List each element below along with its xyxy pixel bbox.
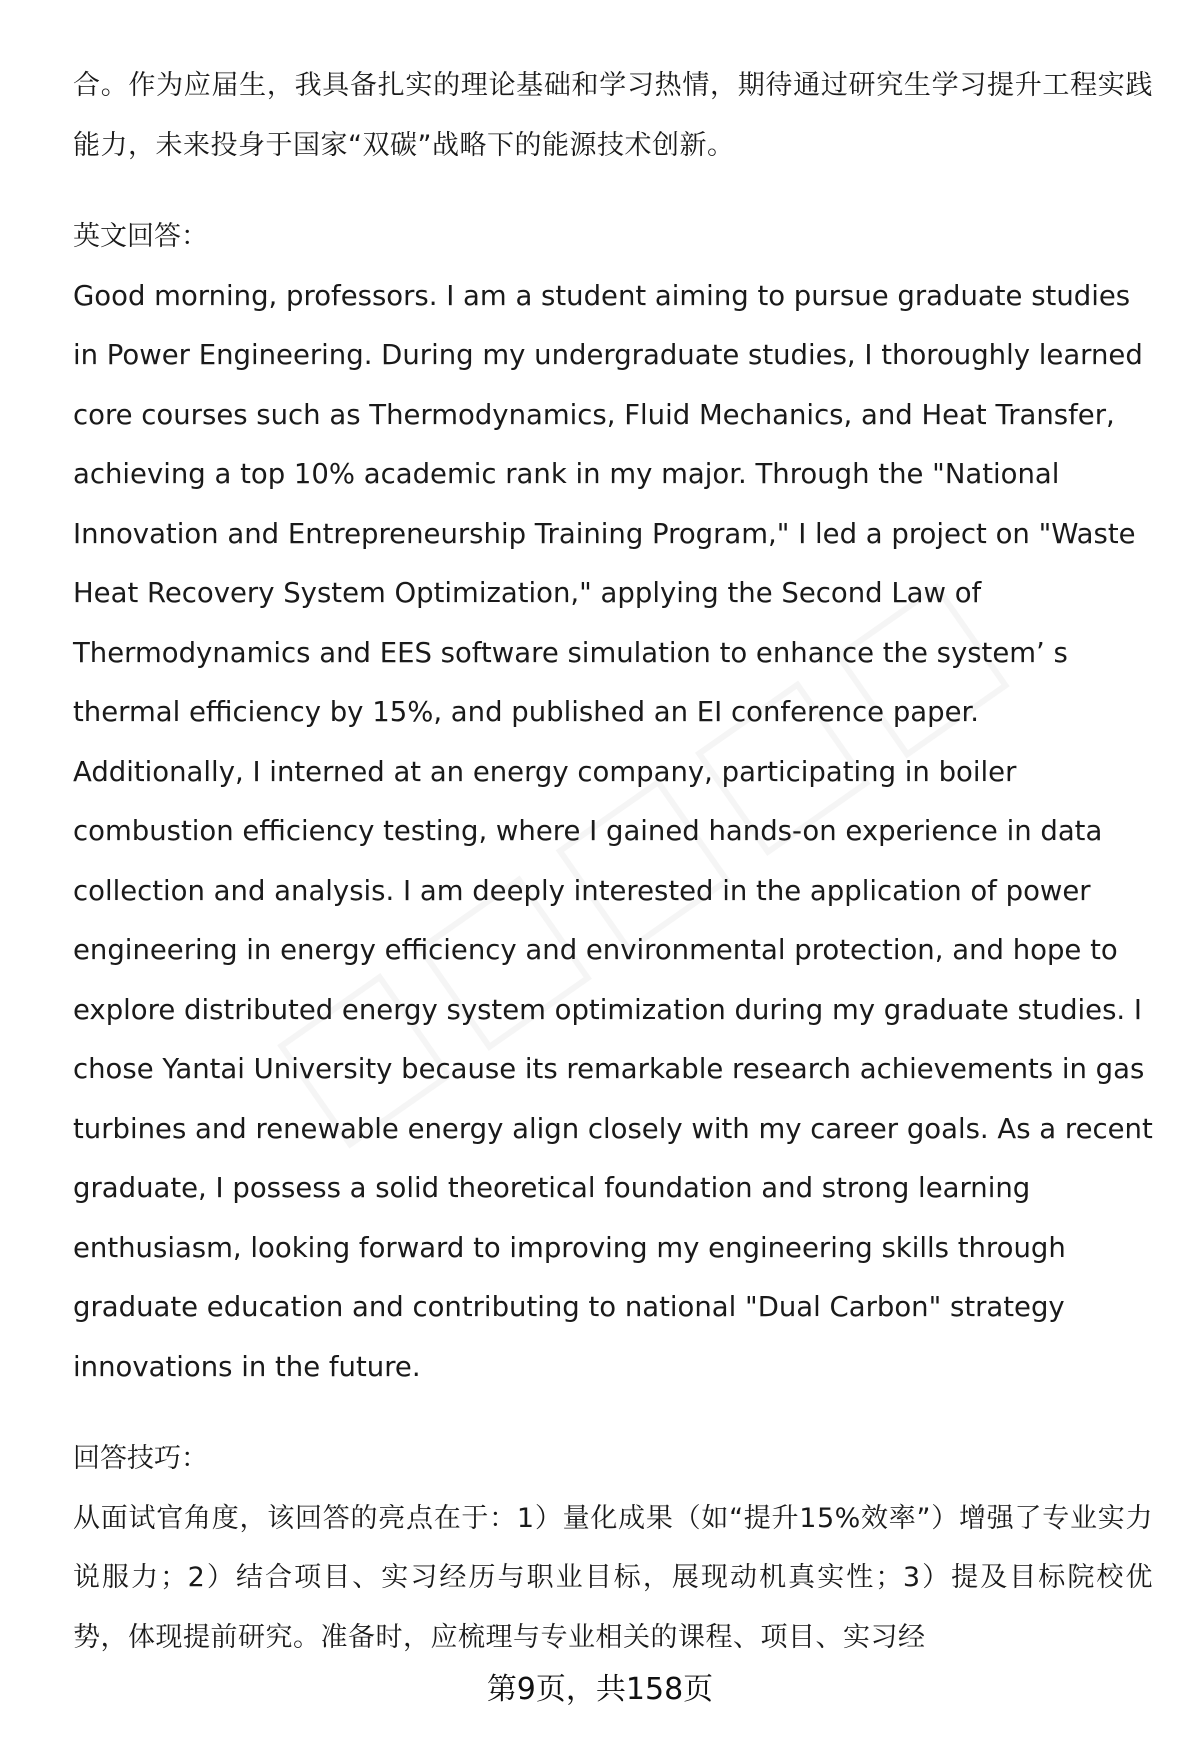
page-number-footer: 第9页，共158页 [486,1672,714,1707]
english-answer-paragraph: Good morning, professors. I am a student aiming to pursue graduate studies in Power Engineering. During my undergraduate studies, I thoroughly learned core courses such as Thermodynamics, Fluid Mechanics, and Heat Transfer, achieving a top 10% academic rank in my major. Through the "National Innovation and Entrepreneurship Training Program," I led a project on "Waste Heat Recovery System Optimization," applying the Second Law of Thermodynamics and EES software simulation to enhance the system’ s thermal efficiency by 15%, and published an EI conference paper. Additionally, I interned at an energy company, participating in boiler combustion efficiency testing, where I gained hands-on experience in data collection and analysis. I am deeply interested in the application of power engineering in energy efficiency and environmental protection, and hope to explore distributed energy system optimization during my graduate studies. I chose Yantai University because its remarkable research achievements in gas turbines and renewable energy align closely with my career goals. As a recent graduate, I possess a solid theoretical foundation and strong learning enthusiasm, looking forward to improving my engineering skills through graduate education and contributing to national "Dual Carbon" strategy innovations in the future. [73,279,1153,1383]
intro-paragraph-tail: 合。作为应届生，我具备扎实的理论基础和学习热情，期待通过研究生学习提升工程实践能力，未来投身于国家“双碳”战略下的能源技术创新。 [73,70,1153,161]
answer-tips-paragraph: 从面试官角度，该回答的亮点在于：1）量化成果（如“提升15%效率”）增强了专业实力说服力；2）结合项目、实习经历与职业目标，展现动机真实性；3）提及目标院校优势，体现提前研究。准备时，应梳理与专业相关的课程、项目、实习经 [73,1502,1153,1653]
document-body [73,56,1153,1667]
answer-tips-heading: 回答技巧： [73,1443,208,1474]
english-answer-heading: 英文回答： [73,221,208,252]
